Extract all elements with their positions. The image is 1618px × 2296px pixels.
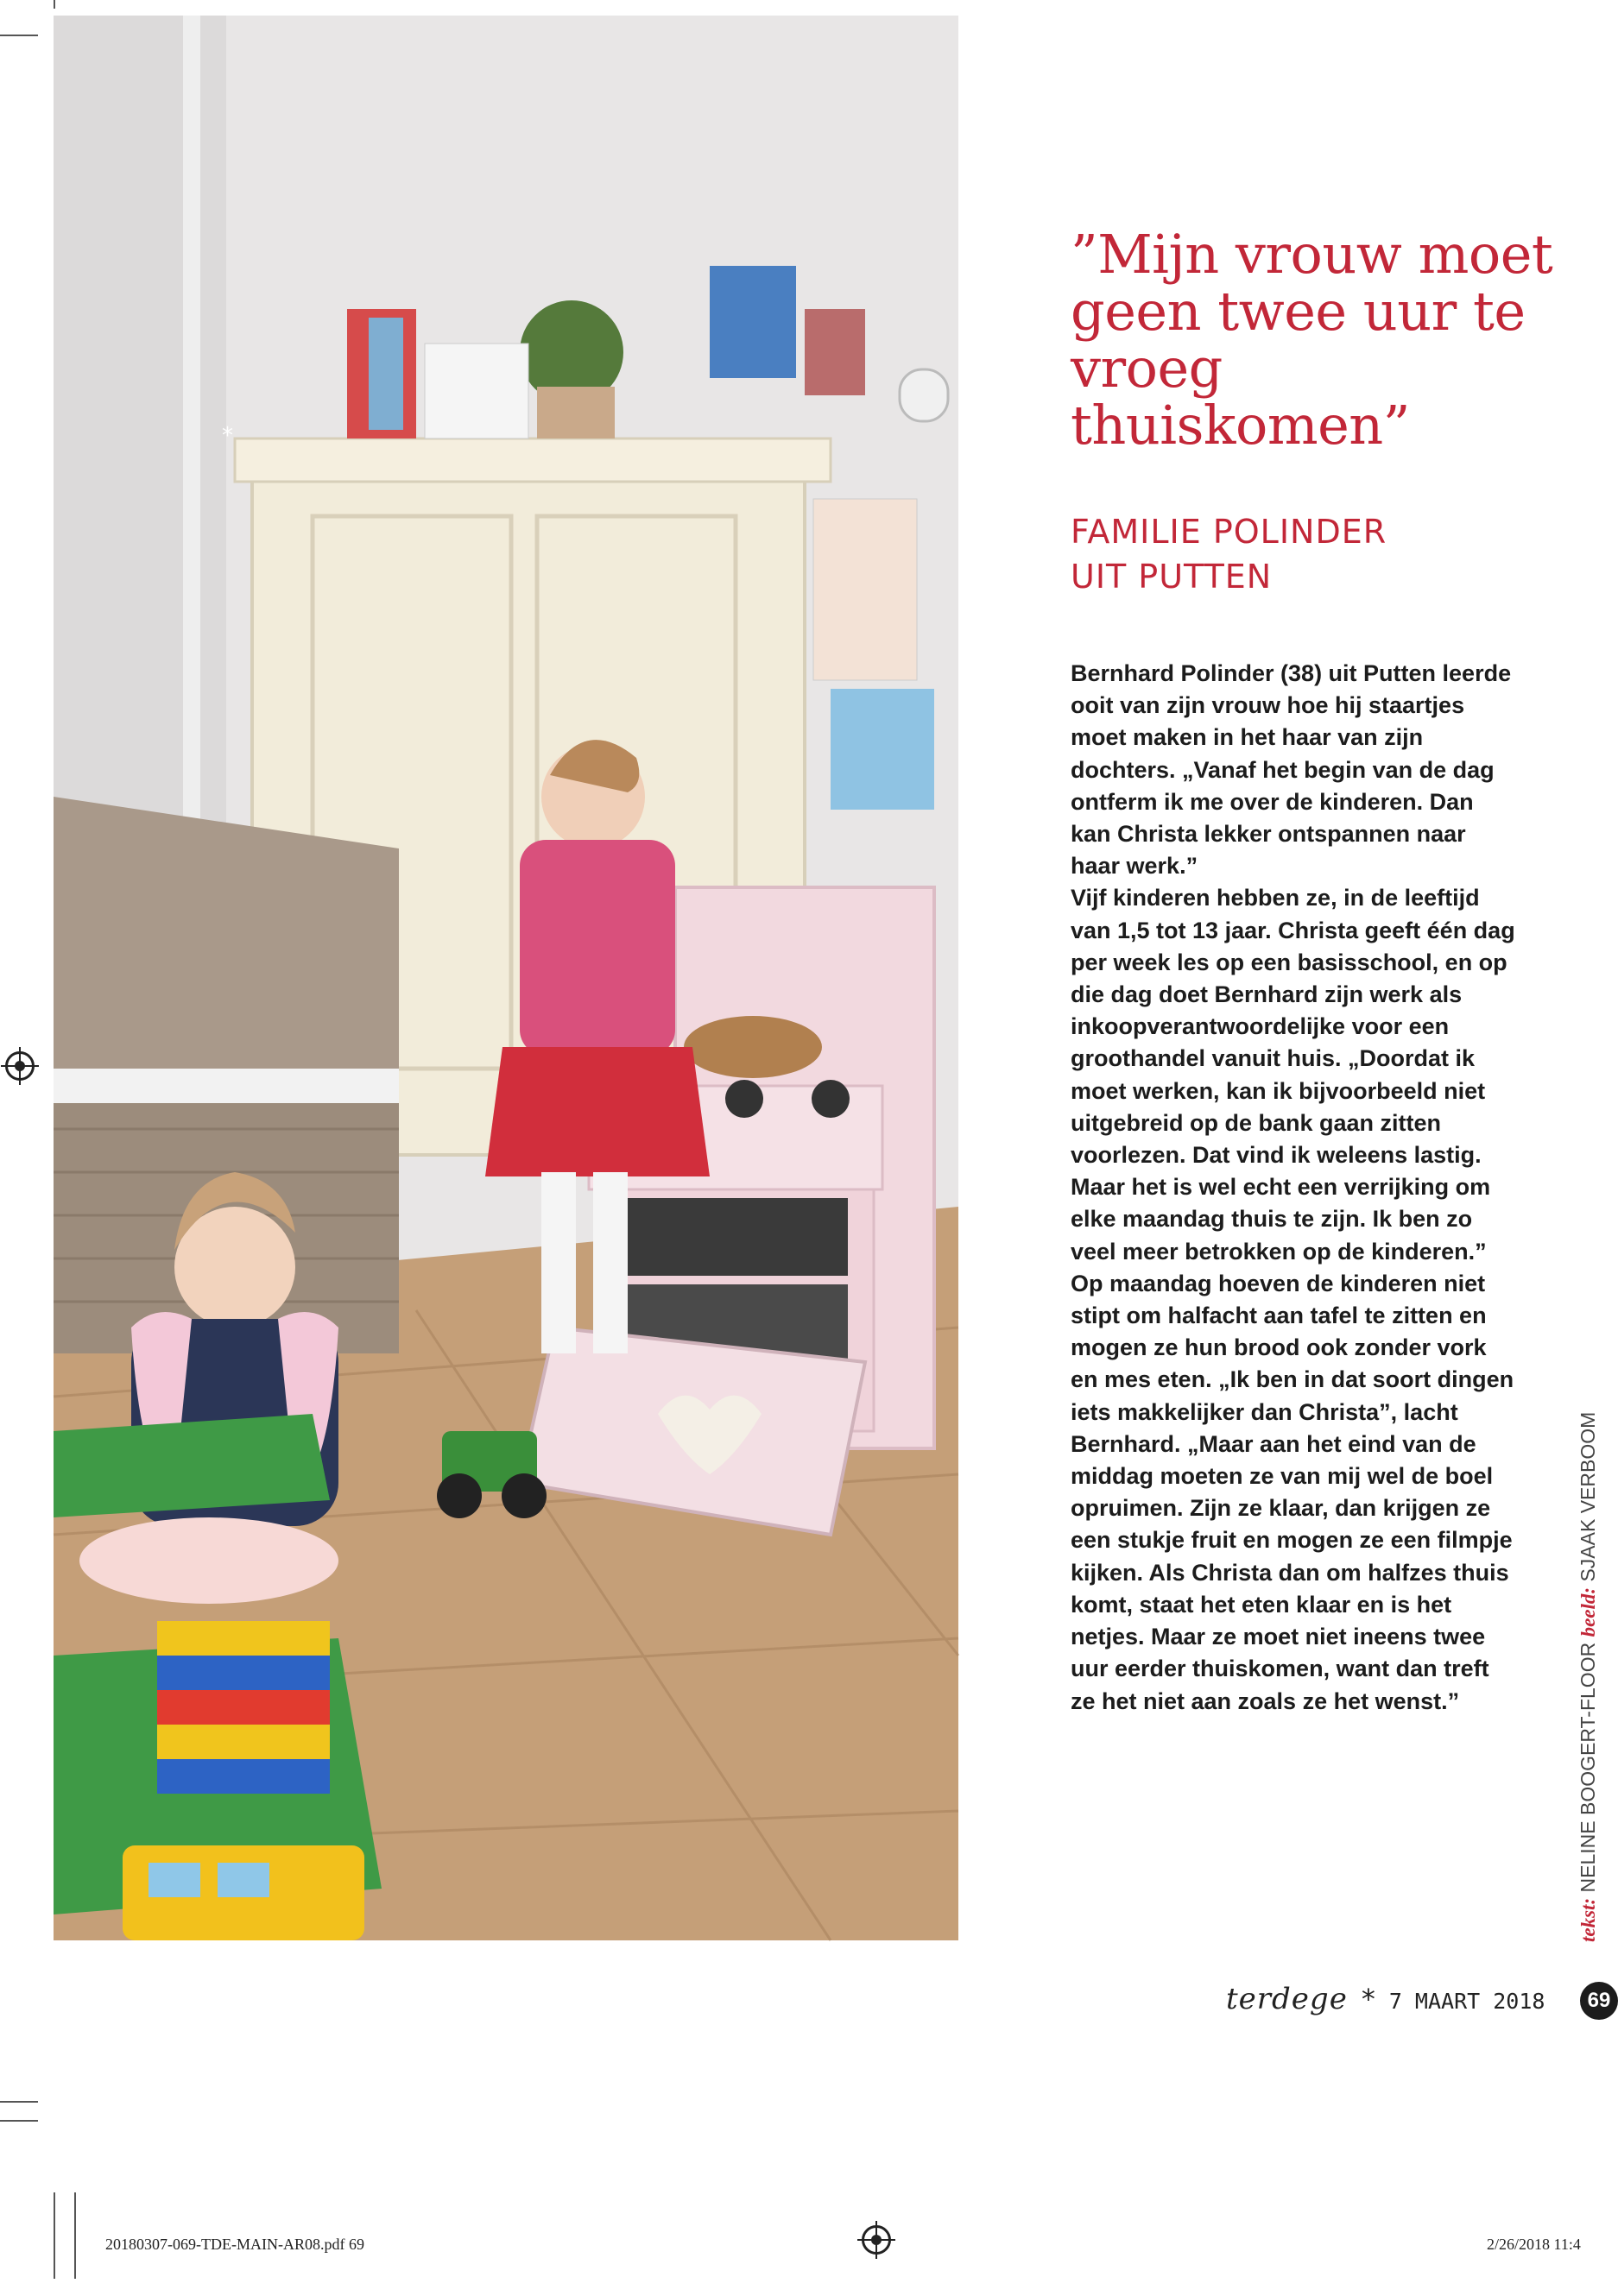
svg-text:*: * <box>222 423 233 449</box>
registration-mark-bottom <box>862 2225 891 2255</box>
crop-mark-bottom-left-h1 <box>0 2101 38 2103</box>
credit-photo-name: SJAAK VERBOOM <box>1577 1411 1599 1582</box>
crop-mark-top-left-h <box>0 35 38 36</box>
body-paragraph-2: Vijf kinderen hebben ze, in de leeftijd van 1,5 tot 13 jaar. Christa geeft één dag per week les op een basisschool, en op die dag doet Bernhard zijn werk als inkoopverantwoordelijke voor een groothandel vanuit huis. „Doordat ik moet werken, kan ik bijvoorbeeld niet uitgebreid op de bank gaan zitten voorlezen. Dat vind ik weleens lastig. Maar het is wel echt een verrijking om elke maandag thuis te zijn. Ik ben zo veel meer betrokken op de kinderen.” Op maandag hoeven de kinderen niet stipt om halfacht aan tafel te zitten en mogen ze hun brood ook zonder vork en mes eten. „Ik ben in dat soort dingen iets makkelijker dan Christa”, lacht Bernhard. „Maar aan het eind van de middag moeten ze van mij wel de boel opruimen. Zijn ze klaar, dan krijgen ze een stukje fruit en mogen ze een filmpje kijken. Als Christa dan om halfzes thuis komt, staat het eten klaar en is het netjes. Maar ze moet niet ineens twee uur eerder thuiskomen, want dan treft ze het niet aan zoals ze het wenst.” <box>1071 885 1515 1714</box>
slug-filename: 20180307-069-TDE-MAIN-AR08.pdf 69 <box>105 2236 364 2253</box>
article-photo <box>54 16 958 1940</box>
registration-mark-left <box>5 1051 35 1081</box>
footer-separator-icon: * <box>1361 1983 1375 2015</box>
subtitle-line-family: FAMILIE POLINDER <box>1071 513 1387 551</box>
article-headline: ”Mijn vrouw moet geen twee uur te vroeg thuiskomen” <box>1071 223 1553 457</box>
crop-mark-bottom-left-h2 <box>0 2120 38 2122</box>
subtitle-line-place: UIT PUTTEN <box>1071 558 1273 596</box>
body-paragraph-1: Bernhard Polinder (38) uit Putten leerde ooit van zijn vrouw hoe hij staartjes moet maken in het haar van zijn dochters. „Vanaf het begin van de dag ontferm ik me over de kinderen. Dan kan Christa lekker ontspannen naar haar werk.” <box>1071 660 1512 880</box>
article-body <box>1071 658 1520 1718</box>
credit-text-name: NELINE BOOGERT-FLOOR <box>1577 1642 1599 1893</box>
slug-timestamp: 2/26/2018 11:4 <box>1487 2236 1581 2253</box>
photo-credit <box>1577 1412 1600 1942</box>
crop-mark-bottom-left-v1 <box>54 2192 55 2279</box>
issue-date: 7 MAART 2018 <box>1388 1989 1545 2014</box>
page-number: 69 <box>1580 1982 1618 2020</box>
magazine-brand: terdege <box>1226 1982 1348 2016</box>
article-subtitle <box>1071 509 1554 599</box>
crop-mark-top-left-v <box>54 0 55 9</box>
page-footer <box>1226 1982 1545 2025</box>
credit-photo-label: beeld: <box>1577 1586 1599 1637</box>
crop-mark-bottom-left-v2 <box>74 2192 76 2279</box>
credit-text-label: tekst: <box>1577 1897 1599 1942</box>
